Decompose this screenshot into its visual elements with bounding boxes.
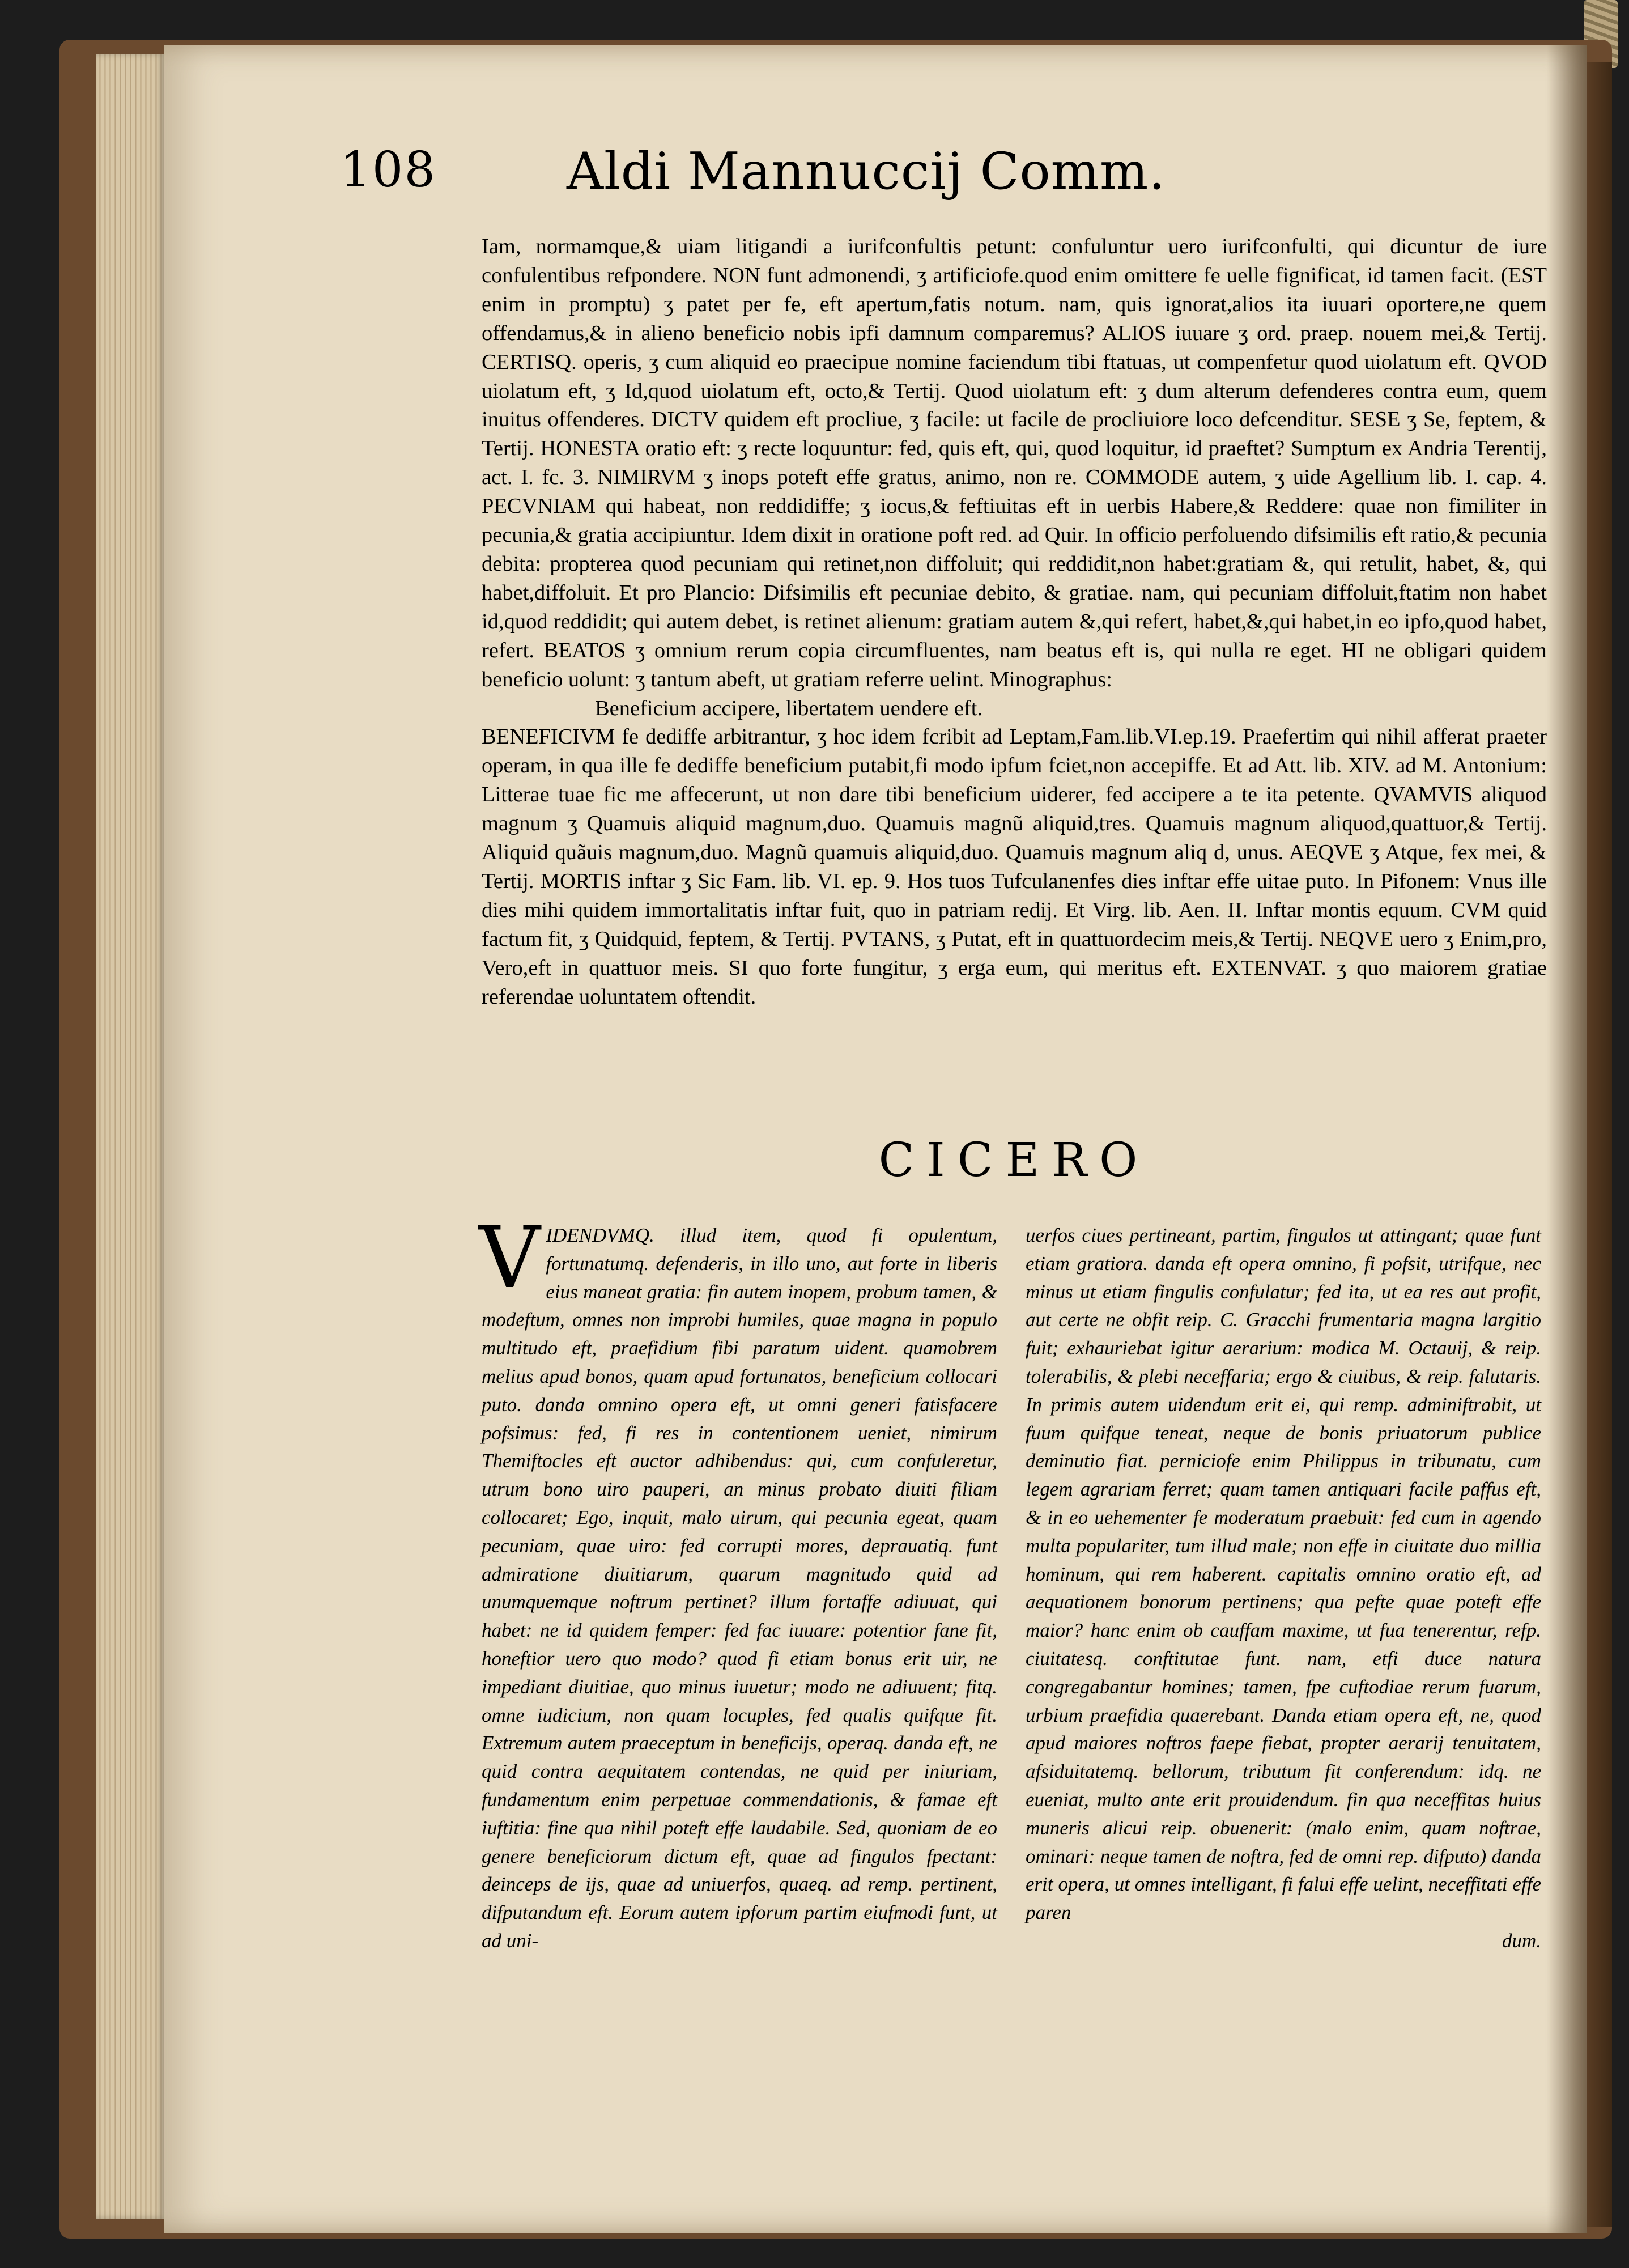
commentary-quote: Beneficium accipere, libertatem uendere eft. <box>595 696 983 720</box>
commentary-paragraph: BENEFICIVM fe dediffe arbitrantur, ʒ hoc idem fcribit ad Leptam,Fam.lib.VI.ep.19. Praefertim qui nihil afferat praeter operam, in qua ille fe dediffe beneficium putabit,fi modo ipfum fciet,non accepiffe. Et ad Att. lib. XIV. ad M. Antonium: Litterae tuae fic me affecerunt, ut non dare tibi beneficium uiderer, fed accipere a te ita petente. QVAMVIS aliquod magnum ʒ Quamuis aliquid magnum,duo. Quamuis magnũ aliquid,tres. Quamuis magnum aliquod,quattuor,& Tertij. Aliquid quãuis magnum,duo. Magnũ quamuis aliquid,duo. Quamuis magnum aliq d, unus. AEQVE ʒ Atque, fex mei, & Tertij. MORTIS inftar ʒ Sic Fam. lib. VI. ep. 9. Hos tuos Tufculanenfes dies inftar effe uitae puto. In Pifonem: Vnus ille dies mihi quidem immortalitatis inftar fuit, quo in patriam redij. Et Virg. lib. Aen. II. Inftar montis equum. CVM quid factum fit, ʒ Quidquid, feptem, & Tertij. PVTANS, ʒ Putat, eft in quattuordecim meis,& Tertij. NEQVE uero ʒ Enim,pro, Vero,eft in quattuor meis. SI quo forte fungitur, ʒ erga eum, qui meritus eft. EXTENVAT. ʒ quo maiorem gratiae referendae uoluntatem oftendit. <box>482 725 1547 1009</box>
text-column-left <box>479 1209 997 1955</box>
column-right-end: dum. <box>1502 1929 1541 1952</box>
column-left-text: IDENDVMQ. illud item, quod fi opulentum, fortunatumq. defenderis, in illo uno, aut forte in liberis eius maneat gratia: fin autem inopem, probum tamen, & modeftum, omnes non improbi humiles, quae magna in populo multitudo eft, praefidium fibi paratum uident. quamobrem melius apud bonos, quam apud fortunatos, beneficium collocari puto. danda omnino opera eft, ut omni generi fatisfacere pofsimus: fed, fi res in contentionem ueniet, nimirum Themiftocles eft auctor adhibendus: qui, cum confuleretur, utrum bono uiro pauperi, an minus probato diuiti filiam collocaret; Ego, inquit, malo uirum, qui pecunia egeat, quam pecuniam, quae uiro: fed corrupti mores, deprauatiq. funt admiratione diuitiarum, quarum magnitudo quid ad unumquemque noftrum pertinet? illum fortaffe adiuuat, qui habet: ne id quidem femper: fed fac iuuare: potentior fane fit, honeftior uero quo modo? quod fi etiam bonus erit uir, ne impediant diuitiae, quo minus iuuetur; modo ne adiuuent; fitq. omne iudicium, non quam locuples, fed qualis quifque fit. Extremum autem praeceptum in beneficijs, operaq. danda eft, ne quid contra aequitatem contendas, ne quid per iniuriam, fundamentum enim perpetuae commendationis, & famae eft iuftitia: fine qua nihil poteft effe laudabile. Sed, quoniam de eo genere beneficiorum dictum eft, quae ad fingulos fpectant: deinceps de ijs, quae ad uniuerfos, quaeq. ad remp. pertinent, difputandum eft. Eorum autem ipforum partim eiufmodi funt, ut ad uni- <box>482 1224 997 1952</box>
commentary-paragraph: Iam, normamque,& uiam litigandi a iurifconfultis petunt: confuluntur uero iurifconfulti, qui dicuntur de iure confulentibus refpondere. NON funt admonendi, ʒ artificiofe.quod enim omittere fe uelle fignificat, id tamen facit. (EST enim in promptu) ʒ patet per fe, eft apertum,fatis notum. nam, quis ignorat,alios ita iuuari oportere,ne quem offendamus,& in alieno beneficio nobis ipfi damnum comparemus? ALIOS iuuare ʒ ord. praep. nouem mei,& Tertij. CERTISQ. operis, ʒ cum aliquid eo praecipue nomine faciendum tibi ftatuas, ut compenfetur quod uiolatum eft. QVOD uiolatum eft, ʒ Id,quod uiolatum eft, octo,& Tertij. Quod uiolatum eft: ʒ dum alterum defenderes contra eum, quem inuitus offenderes. DICTV quidem eft procliue, ʒ facile: ut facile de procliuiore loco defcenditur. SESE ʒ Se, feptem, & Tertij. HONESTA oratio eft: ʒ recte loquuntur: fed, quis eft, qui, quod loquitur, id praeftet? Sumptum ex Andria Terentij, act. I. fc. 3. NIMIRVM ʒ inops poteft effe gratus, animo, non re. COMMODE autem, ʒ uide Agellium lib. I. cap. 4. PECVNIAM qui habeat, non reddidiffe; ʒ iocus,& feftiuitas eft in uerbis Habere,& Reddere: quae non fimiliter in pecunia,& gratia accipiuntur. Idem dixit in oratione poft red. ad Quir. In officio perfoluendo difsimilis eft ratio,& pecunia debita: propterea quod pecuniam qui retinet,non diffoluit; qui reddidit,non habet:gratiam &, qui retulit, habet, &, qui habet,diffoluit. Et pro Plancio: Difsimilis eft pecuniae debito, & gratiae. nam, qui pecuniam diffoluit,ftatim non habet id,quod reddidit; qui autem debet, is retinet alienum: gratiam autem &,qui refert, habet,&,qui habet,in eo ipfo,quod habet, refert. BEATOS ʒ omnium rerum copia circumfluentes, nam beatus eft is, qui nulla re eget. HI ne obligari quidem beneficio uolunt: ʒ tantum abeft, ut gratiam referre uelint. Minographus: <box>482 235 1547 691</box>
drop-cap: V <box>479 1209 541 1307</box>
page-edges <box>96 54 164 2219</box>
book-spine-edge <box>1587 62 1612 2227</box>
page-number: 108 <box>340 142 437 198</box>
page-header <box>340 142 1417 210</box>
text-column-right <box>1026 1221 1541 1955</box>
running-title: Aldi Mannuccij Comm. <box>567 142 1166 201</box>
section-heading: CICERO <box>878 1133 1150 1187</box>
commentary-block <box>482 232 1547 1011</box>
column-right-text: uerfos ciues pertineant, partim, fingulos ut attingant; quae funt etiam gratiora. danda eft opera omnino, fi pofsit, utrifque, nec minus ut etiam fingulis confulatur; fed ita, ut ea res aut profit, aut certe ne obfit reip. C. Gracchi frumentaria magna largitio fuit; exhauriebat igitur aerarium: modica M. Octauij, & reip. tolerabilis, & plebi neceffaria; ergo & ciuibus, & reip. falutaris. In primis autem uidendum erit ei, qui remp. adminiftrabit, ut fuum quifque teneat, neque de bonis priuatorum publice deminutio fiat. perniciofe enim Philippus in tribunatu, cum legem agrariam ferret; quam tamen antiquari facile paffus eft, & in eo uehementer fe moderatum praebuit: fed cum in agendo multa populariter, tum illud male; non effe in ciuitate duo millia hominum, qui rem haberent. capitalis omnino oratio eft, ad aequationem bonorum pertinens; qua pefte quae poteft effe maior? hanc enim ob cauffam maxime, ut fua tenerentur, refp. ciuitatesq. conftitutae funt. nam, etfi duce natura congregabantur homines; tamen, fpe cuftodiae rerum fuarum, urbium praefidia quaerebant. Danda etiam opera eft, ne, quod apud maiores noftros faepe fiebat, propter aerarij tenuitatem, afsiduitatemq. bellorum, tributum fit conferendum: idq. ne eueniat, multo ante erit prouidendum. fin qua neceffitas huius muneris alicui reip. obuenerit: (malo enim, quam noftrae, ominari: neque tamen de noftra, fed de omni rep. difputo) danda erit opera, ut omnes intelligant, fi falui effe uelint, neceffitati effe paren <box>1026 1224 1541 1924</box>
gutter-shadow <box>1547 45 1587 2233</box>
